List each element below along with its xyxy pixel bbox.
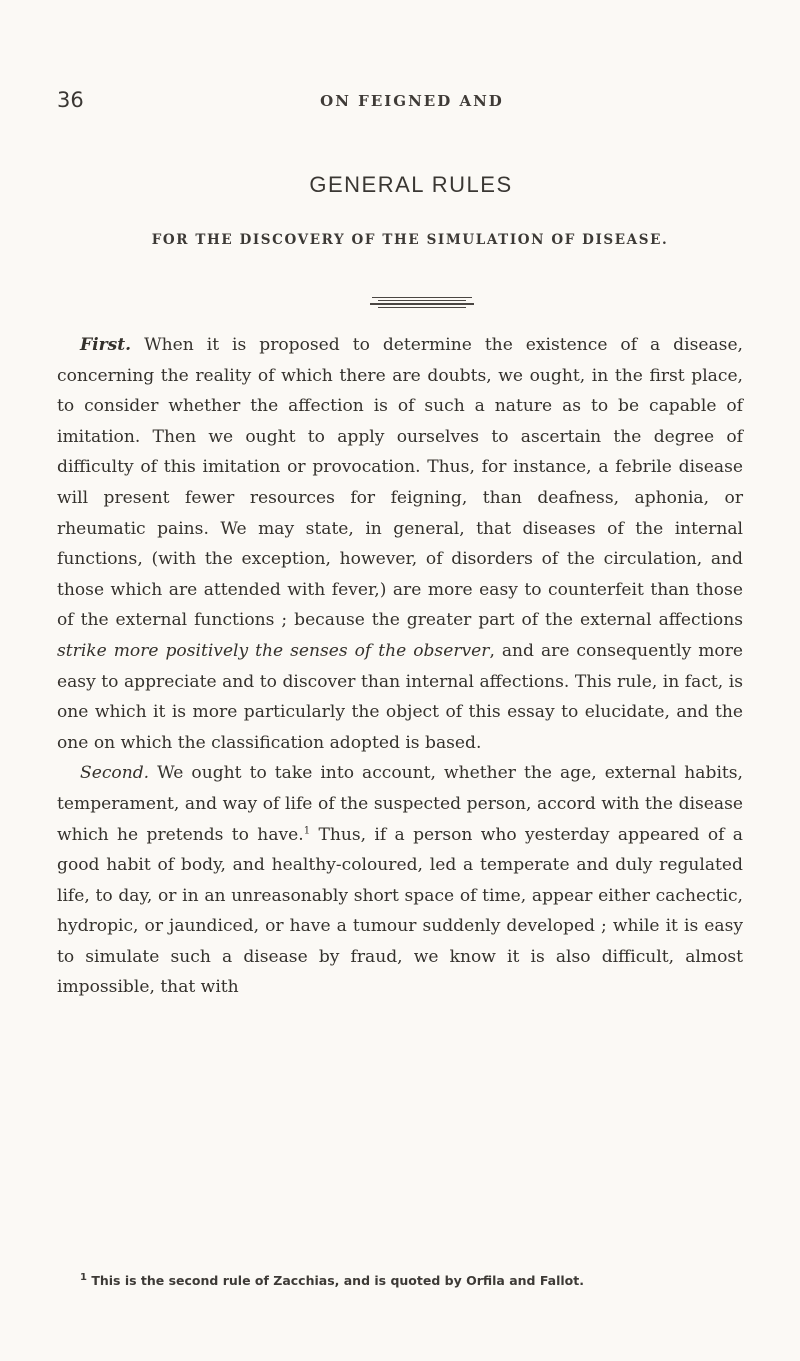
paragraph-text: When it is proposed to determine the existence of a disease, concerning the reality of which there are doubts, we ought, in the first place, to consider whether the affection is of such a nature as to be capable of imitation. Then we ought to apply ourselves to ascertain the degree of difficulty of this imitation or provocation. Thus, for instance, a febrile disease will present fewer resources for feigning, than deafness, aphonia, or rheumatic pains. We may state, in general, that diseases of the internal functions, (with the exception, however, of disorders of the circulation, and those which are attended with fever,) are more easy to counterfeit than those of the external functions ; because the greater part of the external affections	[57, 335, 743, 631]
paragraph-text: We ought to take into account, whether the age, external habits, temperament, and way of life of the suspected person, accord with the disease which he pretends to have.	[57, 763, 743, 845]
running-head	[57, 88, 697, 118]
double-rule-ornament	[372, 295, 472, 311]
running-title: ON FEIGNED AND	[320, 92, 504, 110]
footnote-reference: 1	[303, 824, 311, 836]
footnote-text: This is the second rule of Zacchias, and is quoted by Orfila and Fallot.	[86, 1273, 584, 1288]
footnote	[80, 1273, 760, 1288]
page-number: 36	[57, 88, 84, 112]
paragraph-text: Thus, if a person who yesterday appeared of a good habit of body, and healthy-coloured, led a temperate and duly regulated life, to day, or in an unreasonably short space of time, appear either cachectic, hydropic, or jaundiced, or have a tumour suddenly developed ; while it is easy to simulate such a disease by fraud, we know it is also difficult, almost impossible, that with	[57, 824, 743, 998]
paragraph-lead: First.	[80, 335, 132, 355]
paragraph-lead: Second.	[80, 763, 150, 784]
chapter-subtitle: FOR THE DISCOVERY OF THE SIMULATION OF DISEASE.	[151, 232, 669, 248]
paragraph-text: , and are consequently more easy to appreciate and to discover than internal affections. This rule, in fact, is one which it is more particularly the object of this essay to elucidate, and the one on which the classification adopted is based.	[57, 640, 743, 753]
emphasized-text: strike more positively the senses of the observer	[57, 640, 490, 661]
paragraph-second	[57, 758, 743, 1003]
paragraph-first	[57, 330, 743, 758]
body-text	[57, 330, 743, 1003]
footnote-mark: 1	[80, 1271, 87, 1283]
chapter-title: GENERAL RULES	[309, 172, 513, 197]
